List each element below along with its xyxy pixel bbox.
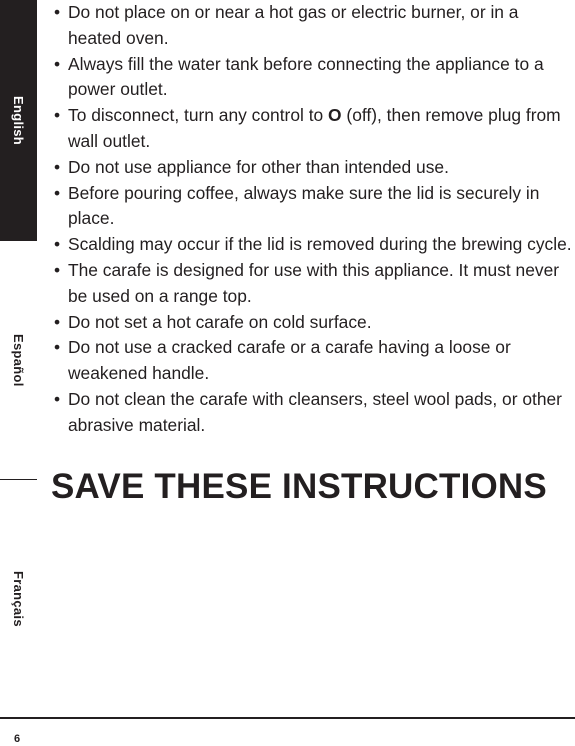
tab-english-label: English <box>11 95 26 146</box>
off-symbol: O <box>328 105 342 126</box>
list-item: • Always fill the water tank before connecting the appliance to a power outlet. <box>51 52 573 104</box>
list-item: • Before pouring coffee, always make sure the lid is securely in place. <box>51 181 573 233</box>
list-item: • Do not use appliance for other than intended use. <box>51 155 573 181</box>
tab-espanol[interactable] <box>0 241 37 480</box>
list-item: • Scalding may occur if the lid is removed during the brewing cycle. <box>51 232 573 258</box>
tab-espanol-label: Español <box>11 333 26 387</box>
list-item-text-after: (off), then remove plug from wall outlet. <box>68 105 561 151</box>
tab-francais[interactable] <box>0 480 37 718</box>
list-item-text-before: To disconnect, turn any control to <box>68 105 329 126</box>
list-item <box>51 103 573 155</box>
tab-francais-label: Français <box>11 571 26 627</box>
list-item: • Do not place on or near a hot gas or electric burner, or in a heated oven. <box>51 0 573 52</box>
list-item: • Do not use a cracked carafe or a carafe having a loose or weakened handle. <box>51 335 573 387</box>
list-item: • The carafe is designed for use with this appliance. It must never be used on a range top. <box>51 258 573 310</box>
tab-english[interactable] <box>0 0 37 241</box>
list-item: • Do not clean the carafe with cleansers, steel wool pads, or other abrasive material. <box>51 387 573 439</box>
list-item: • Do not set a hot carafe on cold surface. <box>51 310 573 336</box>
instruction-list <box>51 0 573 439</box>
safety-instructions <box>51 0 573 439</box>
page-number: 6 <box>14 733 21 745</box>
save-instructions-heading: SAVE THESE INSTRUCTIONS <box>51 467 547 506</box>
bottom-divider <box>0 717 575 719</box>
language-tabs <box>0 0 37 718</box>
